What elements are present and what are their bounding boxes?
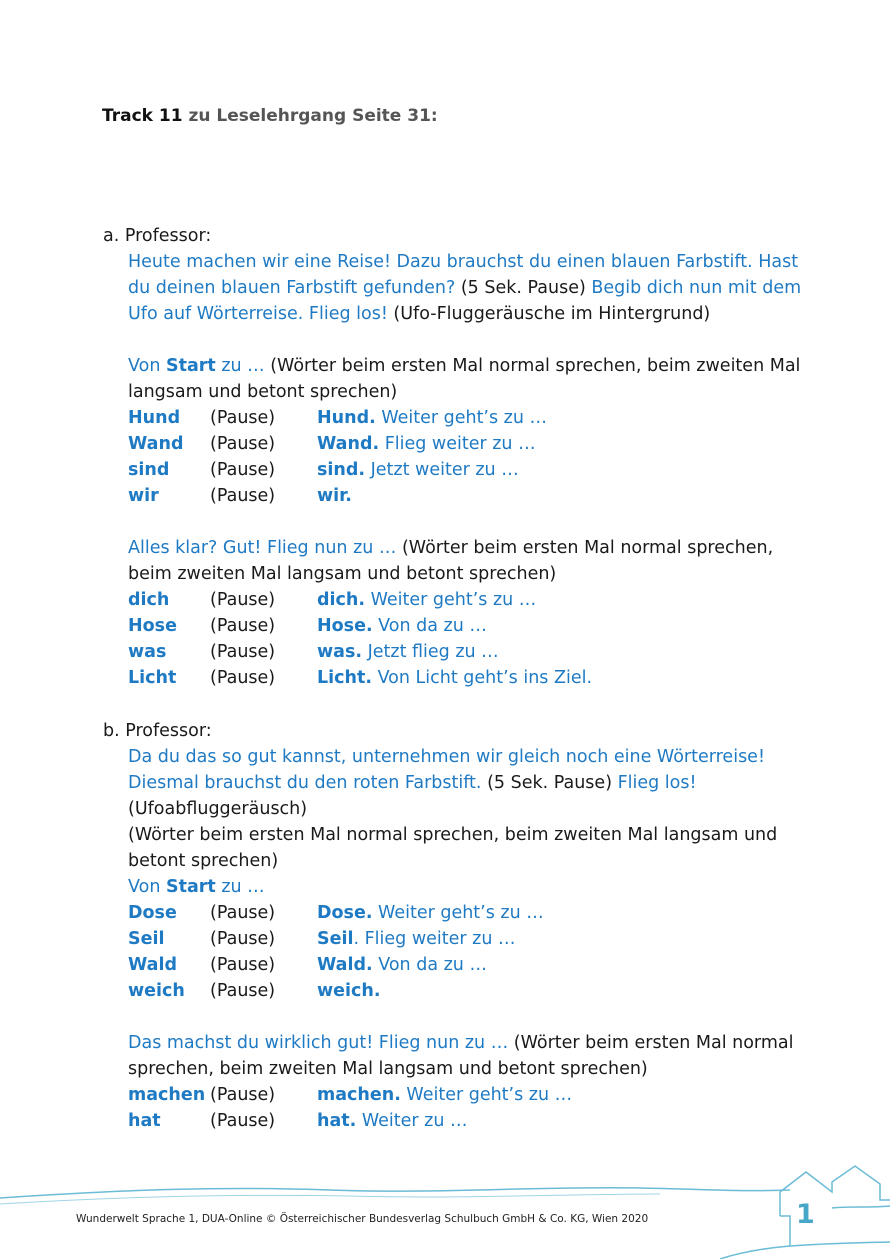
text-line xyxy=(128,822,793,848)
response-continuation: Weiter geht’s zu … xyxy=(375,408,548,428)
response-text xyxy=(317,952,487,978)
target-word: wir xyxy=(128,486,159,506)
response-word: wir. xyxy=(317,486,352,506)
target-word: Wald xyxy=(128,955,178,975)
pause-note: (Pause) xyxy=(210,903,276,923)
pause-note: (Pause) xyxy=(210,1085,276,1105)
section-a-part1-instructions xyxy=(128,353,801,405)
target-word: Dose xyxy=(128,903,177,923)
response-word: machen. xyxy=(317,1085,401,1105)
word-row xyxy=(128,639,801,665)
text-segment: (Wörter beim ersten Mal normal sprechen, beim zweiten Mal xyxy=(264,356,801,376)
word-row xyxy=(128,587,801,613)
word-row xyxy=(128,1108,793,1134)
text-segment: (Wörter beim ersten Mal normal sprechen, xyxy=(396,538,774,558)
section-a-intro xyxy=(128,249,801,327)
text-line xyxy=(128,353,801,379)
response-text xyxy=(317,978,381,1004)
section-a-part2-table xyxy=(103,587,801,691)
response-word: Seil xyxy=(317,929,354,949)
text-segment: Da du das so gut kannst, unternehmen wir gleich noch eine Wörterreise! xyxy=(128,747,765,767)
section-b-intro xyxy=(128,744,793,900)
response-word: was. xyxy=(317,642,363,662)
target-word: machen xyxy=(128,1085,206,1105)
pause-note: (Pause) xyxy=(210,408,276,428)
section-b-part1-table xyxy=(103,900,793,1004)
pause-note: (Pause) xyxy=(210,929,276,949)
pause-note: (Pause) xyxy=(210,460,276,480)
response-word: weich. xyxy=(317,981,381,1001)
target-word: hat xyxy=(128,1111,161,1131)
response-continuation: Weiter geht’s zu … xyxy=(400,1085,573,1105)
section-a-label: a. Professor: xyxy=(103,226,212,246)
response-text xyxy=(317,926,516,952)
text-segment: du deinen blauen Farbstift gefunden? xyxy=(128,278,456,298)
response-continuation: Von Licht geht’s ins Ziel. xyxy=(372,668,593,688)
text-segment: Diesmal brauchst du den roten Farbstift. xyxy=(128,773,482,793)
text-segment: (Ufoabfluggeräusch) xyxy=(128,799,308,819)
footer-copyright: Wunderwelt Sprache 1, DUA-Online © Österreichischer Bundesverlag Schulbuch GmbH & Co. KG, Wien 2020 xyxy=(76,1213,649,1225)
response-word: Wald. xyxy=(317,955,373,975)
response-continuation: Jetzt flieg zu … xyxy=(362,642,499,662)
text-segment: Start xyxy=(165,877,216,897)
response-word: Licht. xyxy=(317,668,372,688)
response-continuation: Flieg weiter zu … xyxy=(379,434,536,454)
section-a-part2-instructions xyxy=(128,535,801,587)
text-segment: Start xyxy=(165,356,216,376)
word-row xyxy=(128,978,793,1004)
text-line xyxy=(128,275,801,301)
word-row xyxy=(128,613,801,639)
text-segment: betont sprechen) xyxy=(128,851,279,871)
text-segment: (Ufo-Fluggeräusche im Hintergrund) xyxy=(387,304,711,324)
section-b-part2-instructions xyxy=(128,1030,793,1082)
text-segment: Von xyxy=(128,877,166,897)
text-line xyxy=(128,301,801,327)
response-continuation: Von da zu … xyxy=(372,616,487,636)
text-line xyxy=(128,796,793,822)
word-row xyxy=(128,457,801,483)
section-a xyxy=(103,223,801,691)
response-continuation: Jetzt weiter zu … xyxy=(365,460,519,480)
pause-note: (Pause) xyxy=(210,434,276,454)
response-word: Wand. xyxy=(317,434,380,454)
text-line xyxy=(128,1030,793,1056)
text-segment: Alles klar? Gut! Flieg nun zu … xyxy=(128,538,397,558)
text-line xyxy=(128,249,801,275)
pause-note: (Pause) xyxy=(210,668,276,688)
text-segment: Das machst du wirklich gut! Flieg nun zu … xyxy=(128,1033,509,1053)
response-continuation: Von da zu … xyxy=(372,955,487,975)
word-row xyxy=(128,1082,793,1108)
response-continuation: Weiter zu … xyxy=(356,1111,468,1131)
target-word: Hose xyxy=(128,616,177,636)
pause-note: (Pause) xyxy=(210,981,276,1001)
word-row xyxy=(128,483,801,509)
text-line xyxy=(128,874,793,900)
response-text xyxy=(317,1082,572,1108)
section-b-part2-table xyxy=(103,1082,793,1134)
word-row xyxy=(128,405,801,431)
word-row xyxy=(128,926,793,952)
text-line xyxy=(128,744,793,770)
section-b xyxy=(103,718,793,1134)
section-b-label: b. Professor: xyxy=(103,721,212,741)
target-word: Licht xyxy=(128,668,177,688)
response-text xyxy=(317,613,487,639)
response-word: dich. xyxy=(317,590,366,610)
text-segment: beim zweiten Mal langsam und betont sprechen) xyxy=(128,564,557,584)
text-segment: langsam und betont sprechen) xyxy=(128,382,398,402)
text-line xyxy=(128,770,793,796)
text-segment: Ufo auf Wörterreise. Flieg los! xyxy=(128,304,388,324)
target-word: sind xyxy=(128,460,170,480)
word-row xyxy=(128,431,801,457)
response-word: Dose. xyxy=(317,903,373,923)
response-continuation: Weiter geht’s zu … xyxy=(372,903,544,923)
text-segment: Von xyxy=(128,356,166,376)
target-word: weich xyxy=(128,981,185,1001)
target-word: Seil xyxy=(128,929,165,949)
section-a-part1-table xyxy=(103,405,801,509)
page-title xyxy=(102,106,438,126)
response-text xyxy=(317,1108,467,1134)
track-reference: zu Leselehrgang Seite 31: xyxy=(188,106,438,126)
text-segment: zu … xyxy=(215,356,265,376)
response-text xyxy=(317,900,544,926)
target-word: dich xyxy=(128,590,170,610)
response-word: Hose. xyxy=(317,616,373,636)
page-number: 1 xyxy=(796,1199,815,1230)
pause-note: (Pause) xyxy=(210,1111,276,1131)
response-continuation: . Flieg weiter zu … xyxy=(353,929,516,949)
text-segment: sprechen, beim zweiten Mal langsam und betont sprechen) xyxy=(128,1059,648,1079)
pause-note: (Pause) xyxy=(210,642,276,662)
word-row xyxy=(128,952,793,978)
target-word: was xyxy=(128,642,167,662)
text-segment: Flieg los! xyxy=(617,773,697,793)
text-line xyxy=(128,848,793,874)
response-word: hat. xyxy=(317,1111,357,1131)
text-line xyxy=(128,561,801,587)
pause-note: (Pause) xyxy=(210,955,276,975)
pause-note: (Pause) xyxy=(210,616,276,636)
response-word: sind. xyxy=(317,460,366,480)
response-text xyxy=(317,483,352,509)
text-segment: (5 Sek. Pause) xyxy=(455,278,592,298)
text-segment: zu … xyxy=(215,877,265,897)
pause-note: (Pause) xyxy=(210,486,276,506)
response-text xyxy=(317,457,519,483)
text-segment: (Wörter beim ersten Mal normal xyxy=(508,1033,794,1053)
text-segment: (5 Sek. Pause) xyxy=(481,773,618,793)
text-line xyxy=(128,1056,793,1082)
track-label: Track 11 xyxy=(102,106,183,126)
target-word: Wand xyxy=(128,434,184,454)
pause-note: (Pause) xyxy=(210,590,276,610)
word-row xyxy=(128,665,801,691)
response-text xyxy=(317,587,536,613)
text-line xyxy=(128,535,801,561)
text-segment: Begib dich nun mit dem xyxy=(591,278,802,298)
response-word: Hund. xyxy=(317,408,376,428)
response-text xyxy=(317,665,592,691)
response-continuation: Weiter geht’s zu … xyxy=(365,590,537,610)
response-text xyxy=(317,431,536,457)
word-row xyxy=(128,900,793,926)
target-word: Hund xyxy=(128,408,181,428)
response-text xyxy=(317,639,499,665)
text-segment: (Wörter beim ersten Mal normal sprechen, beim zweiten Mal langsam und xyxy=(128,825,778,845)
wave-house-decoration xyxy=(0,1150,890,1259)
response-text xyxy=(317,405,547,431)
text-line xyxy=(128,379,801,405)
text-segment: Heute machen wir eine Reise! Dazu brauchst du einen blauen Farbstift. Hast xyxy=(128,252,799,272)
